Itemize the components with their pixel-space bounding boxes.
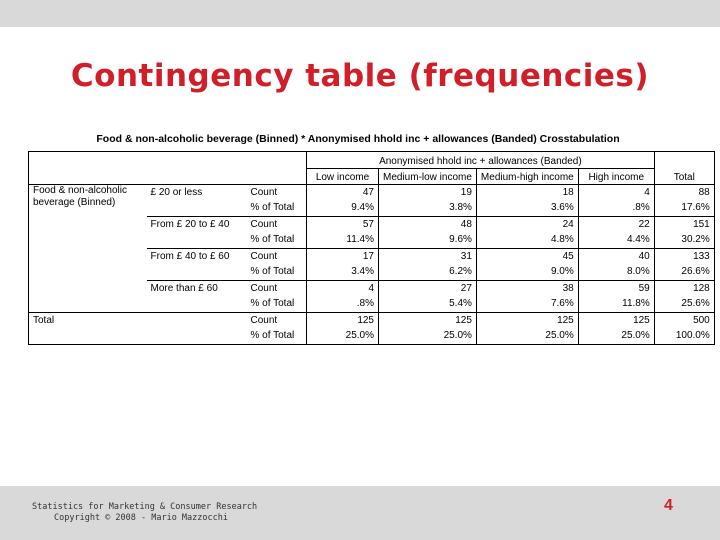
count-cell: 59: [638, 282, 650, 294]
row-label: £ 20 or less: [150, 186, 203, 198]
pct-cell: 100.0%: [654, 329, 714, 345]
pct-cell: 25.0%: [578, 329, 654, 345]
pct-cell: 11.4%: [307, 233, 379, 249]
table-row-total: [29, 313, 715, 329]
count-cell: 24: [476, 217, 578, 233]
pct-cell: 26.6%: [654, 265, 714, 281]
count-cell: 151: [654, 217, 714, 233]
count-cell: 18: [476, 185, 578, 201]
count-cell: 40: [638, 250, 650, 262]
stat-label: % of Total: [247, 265, 307, 281]
stat-label: % of Total: [247, 297, 307, 313]
pct-cell: 25.0%: [476, 329, 578, 345]
table-row: [29, 281, 715, 297]
count-cell: 19: [379, 185, 477, 201]
table-row: [29, 297, 715, 313]
crosstab-table: [28, 151, 715, 345]
pct-cell: 9.4%: [307, 201, 379, 217]
pct-cell: 3.6%: [476, 201, 578, 217]
footer-line-2: Copyright © 2008 - Mario Mazzocchi: [54, 513, 228, 523]
col-header: Low income: [307, 168, 379, 185]
count-cell: 4: [307, 281, 379, 297]
count-cell: 133: [654, 249, 714, 265]
stat-label: Count: [247, 281, 307, 297]
total-label: Total: [29, 313, 147, 329]
footer-line-1: Statistics for Marketing & Consumer Research: [32, 502, 258, 512]
count-cell: 31: [379, 249, 477, 265]
pct-cell: 7.6%: [476, 297, 578, 313]
count-cell: 17: [307, 249, 379, 265]
pct-cell: 30.2%: [654, 233, 714, 249]
stat-label: Count: [247, 249, 307, 265]
header-row-group: [29, 152, 715, 169]
header-row-cols: [29, 168, 715, 185]
pct-cell: 11.8%: [578, 297, 654, 313]
table-row-total: [29, 329, 715, 345]
pct-cell: 4.8%: [476, 233, 578, 249]
table-row: [29, 249, 715, 265]
pct-cell: 8.0%: [578, 265, 654, 281]
pct-cell: 25.6%: [654, 297, 714, 313]
count-cell: 27: [379, 281, 477, 297]
pct-cell: 9.6%: [379, 233, 477, 249]
stat-label: % of Total: [247, 329, 307, 345]
table-row: [29, 217, 715, 233]
count-cell: 125: [476, 313, 578, 329]
row-label: From £ 40 to £ 60: [150, 250, 230, 262]
stat-label: % of Total: [247, 201, 307, 217]
stat-label: % of Total: [247, 233, 307, 249]
col-group-header: Anonymised hhold inc + allowances (Banded): [307, 152, 655, 169]
slide-title: Contingency table (frequencies): [70, 58, 650, 94]
count-cell: 4: [644, 186, 650, 198]
stat-label: Count: [247, 185, 307, 201]
table-caption: Food & non-alcoholic beverage (Binned) * Anonymised hhold inc + allowances (Banded) Crosstabulation: [96, 133, 620, 145]
row-var-label: Food & non-alcoholic beverage (Binned): [29, 185, 147, 217]
pct-cell: 3.8%: [379, 201, 477, 217]
table-row: [29, 265, 715, 281]
pct-cell: 25.0%: [307, 329, 379, 345]
count-cell: 125: [307, 313, 379, 329]
count-cell: 57: [307, 217, 379, 233]
row-label: More than £ 60: [150, 282, 218, 294]
count-cell: 48: [379, 217, 477, 233]
pct-cell: 5.4%: [379, 297, 477, 313]
col-header: High income: [578, 168, 654, 185]
count-cell: 47: [307, 185, 379, 201]
pct-cell: 25.0%: [379, 329, 477, 345]
pct-cell: 4.4%: [578, 233, 654, 249]
stat-label: Count: [247, 217, 307, 233]
count-cell: 500: [654, 313, 714, 329]
pct-cell: .8%: [307, 297, 379, 313]
row-label: From £ 20 to £ 40: [150, 218, 230, 230]
col-header: Medium-low income: [379, 168, 477, 185]
count-cell: 22: [638, 218, 650, 230]
table-row: [29, 233, 715, 249]
pct-cell: .8%: [578, 201, 654, 217]
footer-credits: [32, 502, 257, 524]
count-cell: 125: [633, 314, 650, 326]
count-cell: 125: [379, 313, 477, 329]
top-band: [0, 0, 720, 27]
col-header: Medium-high income: [476, 168, 578, 185]
pct-cell: 3.4%: [307, 265, 379, 281]
stat-label: Count: [247, 313, 307, 329]
pct-cell: 17.6%: [654, 201, 714, 217]
pct-cell: 9.0%: [476, 265, 578, 281]
pct-cell: 6.2%: [379, 265, 477, 281]
count-cell: 128: [654, 281, 714, 297]
count-cell: 38: [476, 281, 578, 297]
col-header: Total: [654, 168, 714, 185]
count-cell: 88: [654, 185, 714, 201]
slide-number: 4: [664, 497, 673, 514]
count-cell: 45: [476, 249, 578, 265]
table-row: [29, 185, 715, 201]
